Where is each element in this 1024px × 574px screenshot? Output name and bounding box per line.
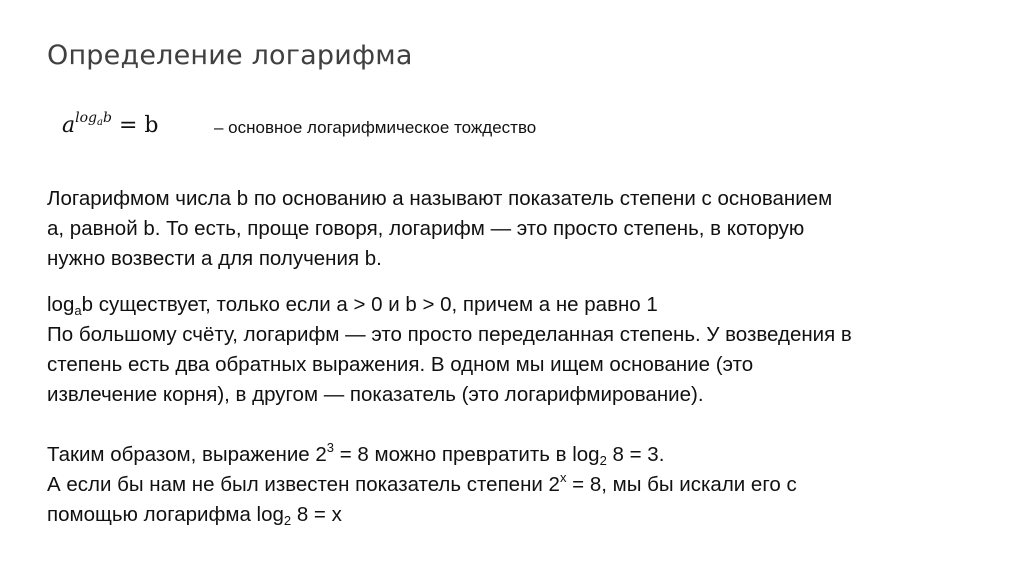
example3-log-base: 2 — [283, 513, 292, 528]
definition-line: Логарифмом числа b по основанию a называют показатель степени с основанием — [47, 187, 833, 210]
formula-equals: = — [118, 113, 138, 138]
explanation-line: По большому счёту, логарифм — это просто переделанная степень. У возведения в — [47, 323, 852, 346]
example2-text-b: = 8, мы бы искали его с — [566, 473, 797, 496]
existence-log: log — [47, 293, 75, 316]
example-paragraph — [47, 440, 967, 530]
example1-text-c: 8 = 3. — [606, 443, 665, 466]
identity-caption: – основное логарифмическое тождество — [214, 118, 537, 137]
definition-line: a, равной b. То есть, проще говоря, логарифм — это просто степень, в которую — [47, 217, 805, 240]
explanation-line: степень есть два обратных выражения. В одном мы ищем основание (это — [47, 353, 754, 376]
example-line-3 — [47, 500, 967, 530]
slide-title: Определение логарифма — [47, 40, 413, 71]
formula-log: log — [75, 110, 97, 126]
definition-paragraph — [47, 184, 967, 274]
example-line-1 — [47, 440, 967, 470]
example-line-2 — [47, 470, 967, 500]
existence-text: b существует, только если a > 0 и b > 0, причем a не равно 1 — [81, 293, 658, 316]
example3-text-a: помощью логарифма log — [47, 503, 284, 526]
existence-line — [47, 290, 967, 320]
identity-formula — [62, 110, 158, 138]
example1-text-a: Таким образом, выражение 2 — [47, 443, 327, 466]
formula-log-arg: b — [102, 110, 112, 126]
formula-rhs: b — [144, 113, 159, 138]
example1-power: 3 — [326, 440, 335, 455]
formula-log-base: a — [97, 117, 103, 128]
explanation-line: извлечение корня), в другом — показатель (это логарифмирование). — [47, 383, 704, 406]
formula-base: a — [62, 113, 76, 138]
example1-log-base: 2 — [599, 453, 607, 468]
formula-exponent — [75, 110, 112, 126]
definition-line: нужно возвести a для получения b. — [47, 247, 382, 270]
example2-power: x — [559, 470, 567, 485]
explanation-paragraph — [47, 290, 967, 410]
example2-text-a: А если бы нам не был известен показатель степени 2 — [47, 473, 560, 496]
example3-text-b: 8 = x — [291, 503, 342, 526]
example1-text-b: = 8 можно превратить в log — [334, 443, 600, 466]
existence-log-base: a — [74, 303, 82, 318]
